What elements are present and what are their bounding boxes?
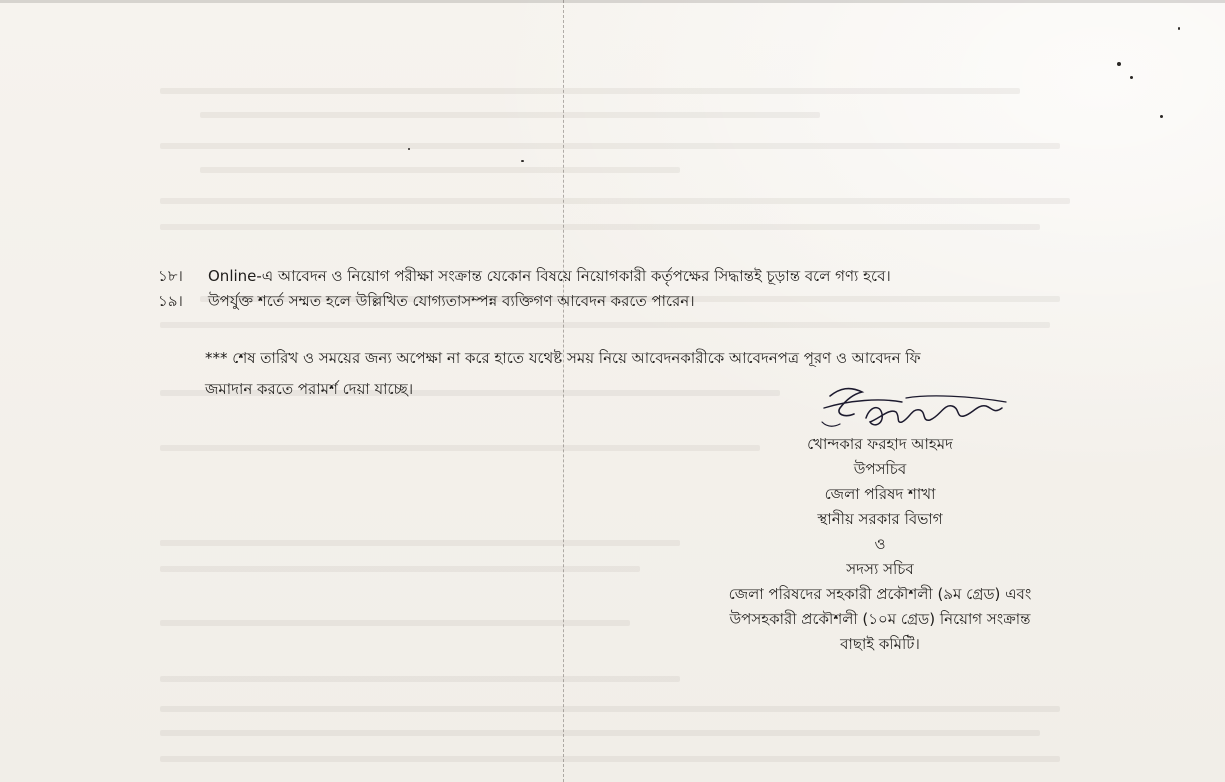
note-line-1: *** শেষ তারিখ ও সময়ের জন্য অপেক্ষা না করে হাতে যথেষ্ট সময় নিয়ে আবেদনকারীকে আবেদনপত্র পূরণ ও আবেদন ফি (205, 349, 921, 367)
signatory-block (650, 432, 1110, 657)
signatory-conjunction: ও (874, 535, 886, 553)
item-text: উপর্যুক্ত শর্তে সম্মত হলে উল্লিখিত যোগ্যতাসম্পন্ন ব্যক্তিগণ আবেদন করতে পারেন। (208, 292, 695, 310)
advisory-note (205, 343, 1205, 405)
committee-line-2: উপসহকারী প্রকৌশলী (১০ম গ্রেড) নিয়োগ সংক্রান্ত (729, 610, 1031, 628)
committee-line-3: বাছাই কমিটি। (840, 635, 920, 653)
handwritten-signature (810, 378, 1020, 438)
item-text: Online-এ আবেদন ও নিয়োগ পরীক্ষা সংক্রান্ত যেকোন বিষয়ে নিয়োগকারী কর্তৃপক্ষের সিদ্ধান্তই চূড়ান্ত বলে গণ্য হবে। (208, 267, 891, 285)
note-line-2: জমাদান করতে পরামর্শ দেয়া যাচ্ছে। (205, 380, 414, 398)
committee-line-1: জেলা পরিষদের সহকারী প্রকৌশলী (৯ম গ্রেড) এবং (728, 585, 1032, 603)
item-number: ১৯। (158, 292, 183, 310)
signatory-branch: জেলা পরিষদ শাখা (824, 485, 936, 503)
signatory-name: খোন্দকার ফরহাদ আহমদ (807, 435, 953, 453)
signatory-designation: উপসচিব (853, 460, 907, 478)
signatory-role: সদস্য সচিব (846, 560, 914, 578)
page-top-edge (0, 0, 1225, 3)
signatory-division: স্থানীয় সরকার বিভাগ (817, 510, 943, 528)
item-number: ১৮। (158, 267, 183, 285)
